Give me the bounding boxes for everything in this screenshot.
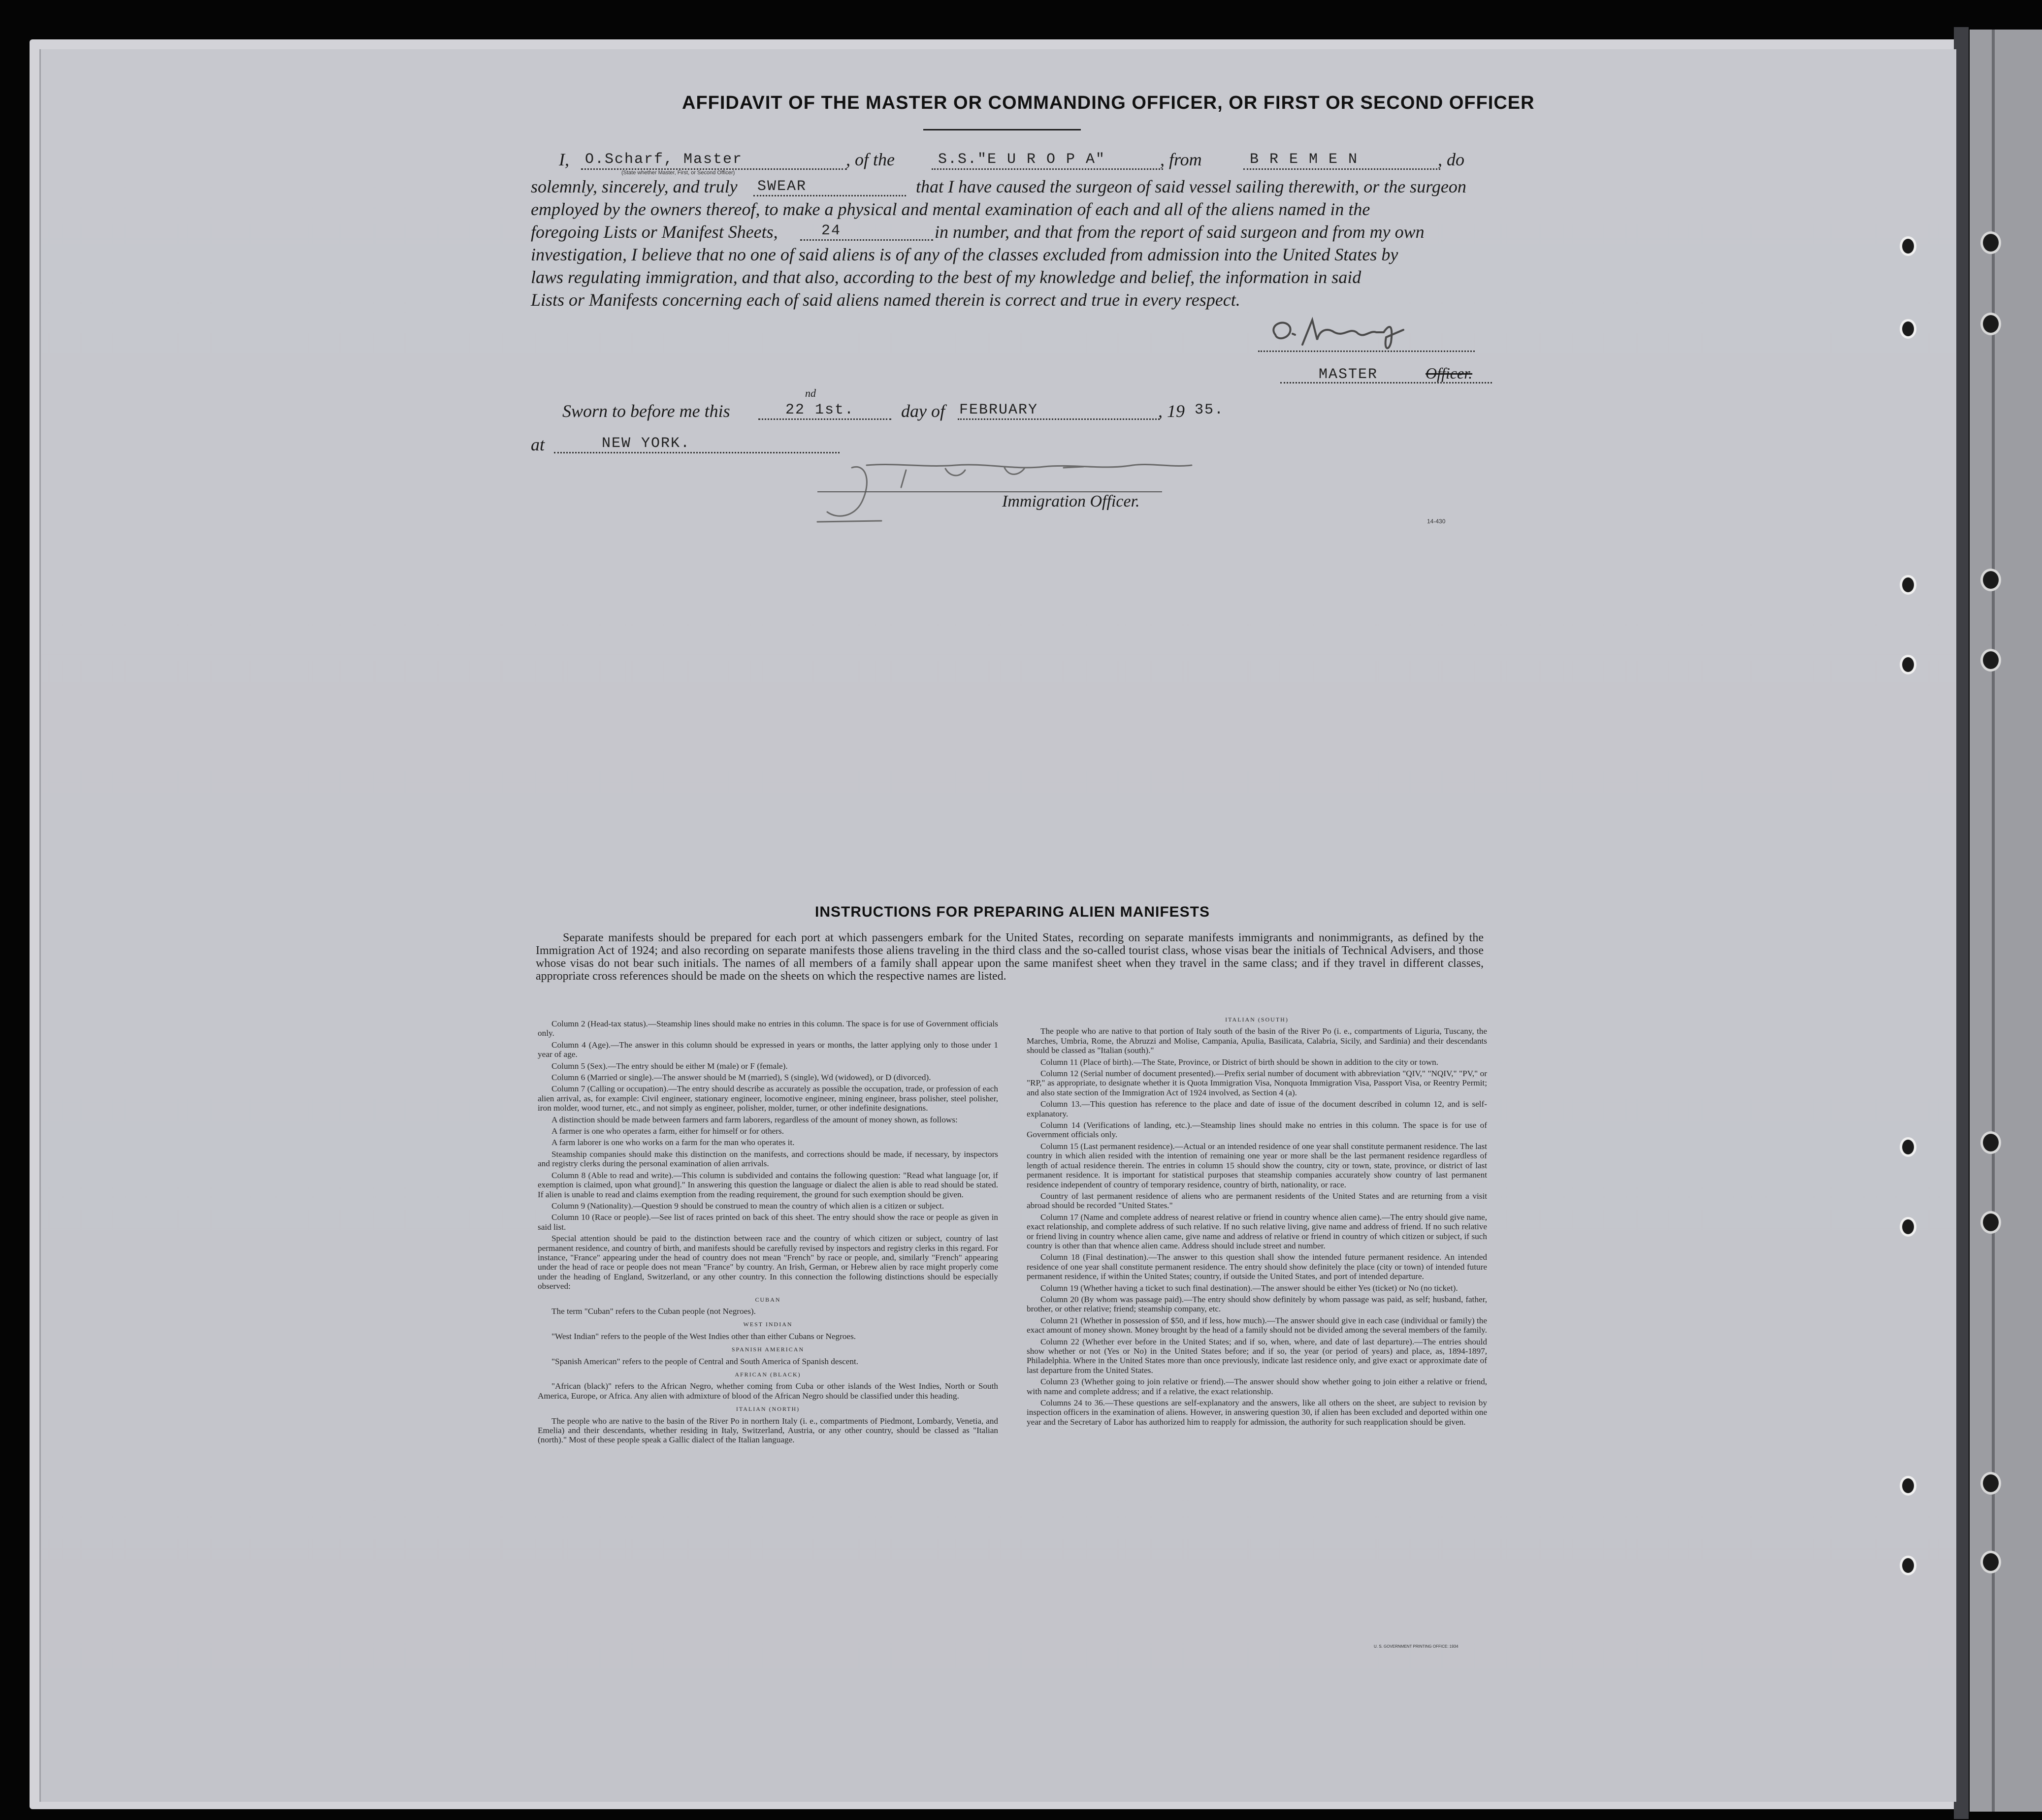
affidavit-i: I, bbox=[559, 150, 569, 169]
affidavit-line7: Lists or Manifests concerning each of said aliens named therein is correct and true in every respect. bbox=[531, 290, 1240, 310]
at-text: at bbox=[531, 435, 545, 454]
race-heading-spanish-american: SPANISH AMERICAN bbox=[731, 1346, 805, 1353]
right-column bbox=[1027, 1011, 1487, 1429]
form-number: 14-430 bbox=[1427, 518, 1446, 525]
right-paragraph: Column 21 (Whether in possession of $50, and if less, how much).—The answer should give in each case (individual or family) the exact amount of money shown. Money brought by the head of a family should not be divided among the several members of the family. bbox=[1027, 1315, 1487, 1335]
left-paragraph: A farmer is one who operates a farm, either for himself or for others. bbox=[551, 1126, 784, 1136]
race-heading-african: AFRICAN (BLACK) bbox=[735, 1371, 801, 1378]
sheets-count-field: 24 bbox=[821, 223, 842, 239]
left-paragraph: A farm laborer is one who works on a farm for the man who operates it. bbox=[551, 1138, 795, 1148]
punch-hole bbox=[1980, 649, 2001, 671]
affidavit-line6: laws regulating immigration, and that also, according to the best of my knowledge and belief, the information in said bbox=[531, 267, 1361, 287]
right-paragraph: Column 13.—This question has reference to the place and date of issue of the document described in column 12, and is self-explanatory. bbox=[1027, 1099, 1487, 1118]
do-text: , do bbox=[1438, 150, 1464, 169]
right-paragraph: Column 19 (Whether having a ticket to such final destination).—The answer should be either Yes (ticket) or No (no ticket). bbox=[1040, 1283, 1458, 1293]
vessel-name-field: S.S."E U R O P A" bbox=[938, 151, 1106, 168]
left-paragraph: Column 6 (Married or single).—The answer should be M (married), S (single), Wd (widowed), or D (divorced). bbox=[551, 1073, 931, 1083]
affidavit-line2: solemnly, sincerely, and truly bbox=[531, 177, 738, 196]
right-paragraph: Column 20 (By whom was passage paid).—The entry should show definitely by whom passage was paid, as self; husband, father, brother, or other relative; friend; steamship company, etc. bbox=[1027, 1294, 1487, 1314]
punch-hole bbox=[1980, 1472, 2001, 1495]
race-text-spanish-american: "Spanish American" refers to the people of Central and South America of Spanish descent. bbox=[551, 1356, 859, 1366]
punch-hole bbox=[1900, 1476, 1916, 1496]
left-paragraph: Column 5 (Sex).—The entry should be either M (male) or F (female). bbox=[551, 1061, 788, 1071]
affidavit-line4: foregoing Lists or Manifest Sheets, bbox=[531, 222, 778, 242]
from-text: , from bbox=[1160, 150, 1202, 169]
punch-hole bbox=[1980, 569, 2001, 591]
immigration-officer-label: Immigration Officer. bbox=[1002, 492, 1140, 511]
left-paragraph: Column 10 (Race or people).—See list of races printed on back of this sheet. The entry should show the race or people as given in said list. bbox=[538, 1213, 998, 1232]
year-field: 35. bbox=[1195, 402, 1225, 418]
affidavit-title: AFFIDAVIT OF THE MASTER OR COMMANDING OFFICER, OR FIRST OR SECOND OFFICER bbox=[682, 93, 1535, 113]
day-field: 22 1st. bbox=[785, 402, 855, 418]
year-prefix: , 19 bbox=[1158, 401, 1185, 421]
title-rule bbox=[923, 129, 1081, 130]
race-text-west-indian: "West Indian" refers to the people of the West Indies other than either Cubans or Negroes. bbox=[551, 1331, 856, 1341]
month-underline bbox=[958, 418, 1160, 420]
document-page bbox=[39, 49, 1956, 1802]
punch-hole bbox=[1900, 236, 1916, 256]
right-paragraph: Column 12 (Serial number of document presented).—Prefix serial number of document with abbreviation "QIV," "NQIV," "PV," or "RP," as appropriate, to designate whether it is Quota Immigration Visa, Nonquota Immigration Visa, Passport Visa, or Reentry Permit; and also state section of the Immigration Act of 1924 involved, as Section 4 (a). bbox=[1027, 1069, 1487, 1097]
punch-hole bbox=[1900, 1217, 1916, 1237]
binder-edge-line bbox=[1992, 30, 1995, 1812]
place-underline bbox=[554, 452, 840, 453]
right-paragraph: Column 23 (Whether going to join relative or friend).—The answer should show whether going to join either a relative or friend, with name and complete address; and if a relative, the exact relationship. bbox=[1027, 1377, 1487, 1396]
signature-line bbox=[1258, 351, 1475, 352]
port-field: B R E M E N bbox=[1250, 151, 1359, 168]
punch-hole bbox=[1980, 1131, 2001, 1154]
race-heading-cuban: CUBAN bbox=[755, 1296, 781, 1303]
race-text-italian-north: The people who are native to the basin of the River Po in northern Italy (i. e., compartments of Piedmont, Lombardy, Venetia, and Emelia) and their descendants, whether residing in Italy, Switzerland, Austria, or any other country, should be classed as "Italian (north)." Most of these people speak a Gallic dialect of the Italian language. bbox=[538, 1416, 998, 1445]
sheets-underline bbox=[800, 239, 933, 241]
rank-underline bbox=[1280, 382, 1492, 383]
port-underline bbox=[1243, 168, 1440, 170]
punch-hole bbox=[1900, 1137, 1916, 1157]
punch-hole bbox=[1980, 1211, 2001, 1234]
vessel-underline bbox=[932, 168, 1163, 170]
right-paragraph: The people who are native to that portion of Italy south of the basin of the River Po (i. e., compartments of Liguria, Tuscany, the Marches, Umbria, Rome, the Abruzzi and Molise, Campania, Apulia, Basilicata, Calabria, Sicily, and Sardinia) and their descendants should be classed as "Italian (south)." bbox=[1027, 1026, 1487, 1055]
race-heading-italian-north: ITALIAN (NORTH) bbox=[736, 1405, 800, 1413]
printing-office-note: U. S. GOVERNMENT PRINTING OFFICE: 1934 bbox=[1374, 1644, 1459, 1649]
right-paragraph: Column 22 (Whether ever before in the United States; and if so, when, where, and date of last departure).—The entries should show whether or not (Yes or No) in the United States before; and if so, the year (or period of years) and place, as, 1894-1897, Philadelphia. Where in the United States more than once previously, indicate last residence only, and give exact or approximate date of last departure from the United States. bbox=[1027, 1337, 1487, 1375]
immigration-officer-signature bbox=[808, 448, 1226, 527]
left-paragraph: Column 2 (Head-tax status).—Steamship lines should make no entries in this column. The space is for use of Government officials only. bbox=[538, 1019, 998, 1038]
officer-name-field: O.Scharf, Master bbox=[585, 151, 743, 168]
left-paragraph: Column 8 (Able to read and write).—This column is subdivided and contains the following question: "Read what language [or, if exemption is claimed, upon what ground]." In answering this question the language or dialect the alien is able to read should be stated. If alien is unable to read and claims exemption from the reading requirement, the ground for such exemption should be given. bbox=[538, 1170, 998, 1199]
officer-name-note: (State whether Master, First, or Second Officer) bbox=[621, 170, 735, 176]
punch-hole bbox=[1980, 1551, 2001, 1573]
race-heading-west-indian: WEST INDIAN bbox=[743, 1321, 793, 1328]
punch-hole bbox=[1900, 655, 1916, 674]
affidavit-line5: investigation, I believe that no one of said aliens is of any of the classes excluded from admission into the United States by bbox=[531, 245, 1398, 264]
right-paragraph: Country of last permanent residence of aliens who are permanent residents of the United States and are returning from a visit abroad should be recorded "United States." bbox=[1027, 1191, 1487, 1211]
right-paragraph: Columns 24 to 36.—These questions are self-explanatory and the answers, like all others on the sheet, are subject to revision by inspection officers in the examination of aliens. However, in answering question 30, if alien has been excluded and deported within one year and the Secretary of Labor has authorized him to reapply for admission, the authority for such reapplication should be given. bbox=[1027, 1398, 1487, 1427]
day-of-text: day of bbox=[901, 401, 945, 421]
punch-hole bbox=[1980, 313, 2001, 335]
oath-field: SWEAR bbox=[757, 178, 807, 195]
left-paragraph: Steamship companies should make this distinction on the manifests, and corrections should be made, if necessary, by inspectors and registry clerks during the personal examination of alien arrivals. bbox=[538, 1149, 998, 1169]
instructions-title: INSTRUCTIONS FOR PREPARING ALIEN MANIFESTS bbox=[815, 904, 1210, 920]
right-paragraph: Column 17 (Name and complete address of nearest relative or friend in country whence alien came).—The entry should give name, exact relationship, and complete address of such relative. If no such relative living, give name and address of friend. If no such relative or friend living in country whence alien came, give name and address of relative or friend in country of which citizen or subject, if such country is other than that whence alien came. Address should include street and number. bbox=[1027, 1212, 1487, 1250]
officer-word: Officer. bbox=[1426, 364, 1473, 382]
punch-hole bbox=[1980, 231, 2001, 254]
affidavit-line2-rest: that I have caused the surgeon of said vessel sailing therewith, or the surgeon bbox=[916, 177, 1466, 196]
rank-field: MASTER bbox=[1319, 366, 1378, 383]
master-signature bbox=[1265, 315, 1428, 354]
place-field: NEW YORK. bbox=[602, 435, 691, 452]
binder-edge-outer bbox=[1970, 30, 2042, 1812]
instructions-intro: Separate manifests should be prepared for each port at which passengers embark for the United States, recording on separate manifests immigrants and nonimmigrants, as defined by the Immigration Act of 1924; and also recording on separate manifests those aliens traveling in the third class and the so-called tourist class, whose visas bear the initials of Technical Advisers, and those whose visas do not bear such initials. The names of all members of a family shall appear upon the same manifest sheet when they travel in the same class; and if they travel in different classes, appropriate cross references should be made on the sheets on which the respective names are listed. bbox=[536, 931, 1484, 983]
right-paragraph: Column 18 (Final destination).—The answer to this question shall show the intended future permanent residence. An intended residence of one year shall constitute permanent residence. The entry should show definitely the place (city or town) of intended future permanent residence, if within the United States; country, if outside the United States, and port of intended departure. bbox=[1027, 1252, 1487, 1281]
of-the-text: , of the bbox=[846, 150, 895, 169]
punch-hole bbox=[1900, 319, 1916, 339]
left-paragraph: Column 9 (Nationality).—Question 9 should be construed to mean the country of which alien is a citizen or subject. bbox=[551, 1201, 944, 1211]
sworn-prefix: Sworn to before me this bbox=[562, 401, 730, 421]
left-paragraph: Column 4 (Age).—The answer in this column should be expressed in years or months, the latter applying only to those under 1 year of age. bbox=[538, 1040, 998, 1059]
punch-hole bbox=[1900, 575, 1916, 595]
right-paragraph: Column 14 (Verifications of landing, etc.).—Steamship lines should make no entries in this column. The space is for use of Government officials only. bbox=[1027, 1120, 1487, 1140]
right-paragraph: Column 15 (Last permanent residence).—Actual or an intended residence of one year shall constitute permanent residence. The last country in which alien resided with the intention of remaining one year or more shall be the last permanent residence regardless of length of actual residence therein. The entries in column 15 should show the country, city or town, state, province, or district of last permanent residence. It is important for statistical purposes that steamship companies accurately show country of last permanent residence independent of country of temporary residence, country of birth, nationality, or race. bbox=[1027, 1141, 1487, 1189]
right-paragraph: Column 11 (Place of birth).—The State, Province, or District of birth should be shown in addition to the city or town. bbox=[1040, 1057, 1439, 1067]
left-paragraph: Column 7 (Calling or occupation).—The entry should describe as accurately as possible the occupation, trade, or profession of each alien arrival, as, for example: Civil engineer, stationary engineer, locomotive engineer, mining engineer, brass polisher, steel polisher, iron molder, wood turner, etc., and not simply as engineer, polisher, molder, turner, or other indefinite designations. bbox=[538, 1084, 998, 1113]
day-underline bbox=[758, 418, 891, 420]
affidavit-line3: employed by the owners thereof, to make a physical and mental examination of each and all of the aliens named in the bbox=[531, 199, 1370, 219]
race-text-african: "African (black)" refers to the African Negro, whether coming from Cuba or other islands of the West Indies, North or South America, Europe, or Africa. Any alien with admixture of blood of the African Negro should be classified under this heading. bbox=[538, 1381, 998, 1401]
left-paragraph: A distinction should be made between farmers and farm laborers, regardless of the amount of money shown, as follows: bbox=[551, 1115, 958, 1124]
left-paragraph: Special attention should be paid to the distinction between race and the country of which citizen or subject, country of last permanent residence, and country of birth, and manifests should be carefully revised by inspectors and registry clerks in this regard. For instance, "France" appearing under the head of country does not mean "French" by race or people, and, similarly "French" appearing under the head of race or people does not mean "France" by country. An Irish, German, or Hebrew alien by race might properly come under the heading of England, Switzerland, or any other country. In this connection the following distinctions should be especially observed: bbox=[538, 1234, 999, 1291]
race-text-cuban: The term "Cuban" refers to the Cuban people (not Negroes). bbox=[551, 1306, 756, 1316]
race-heading-italian-south: ITALIAN (SOUTH) bbox=[1225, 1016, 1289, 1023]
oath-underline bbox=[753, 195, 906, 196]
day-superscript: nd bbox=[805, 387, 816, 399]
punch-hole bbox=[1900, 1556, 1916, 1575]
affidavit-line4-rest: in number, and that from the report of said surgeon and from my own bbox=[935, 222, 1425, 242]
month-field: FEBRUARY bbox=[959, 402, 1038, 418]
left-column bbox=[538, 1019, 998, 1447]
